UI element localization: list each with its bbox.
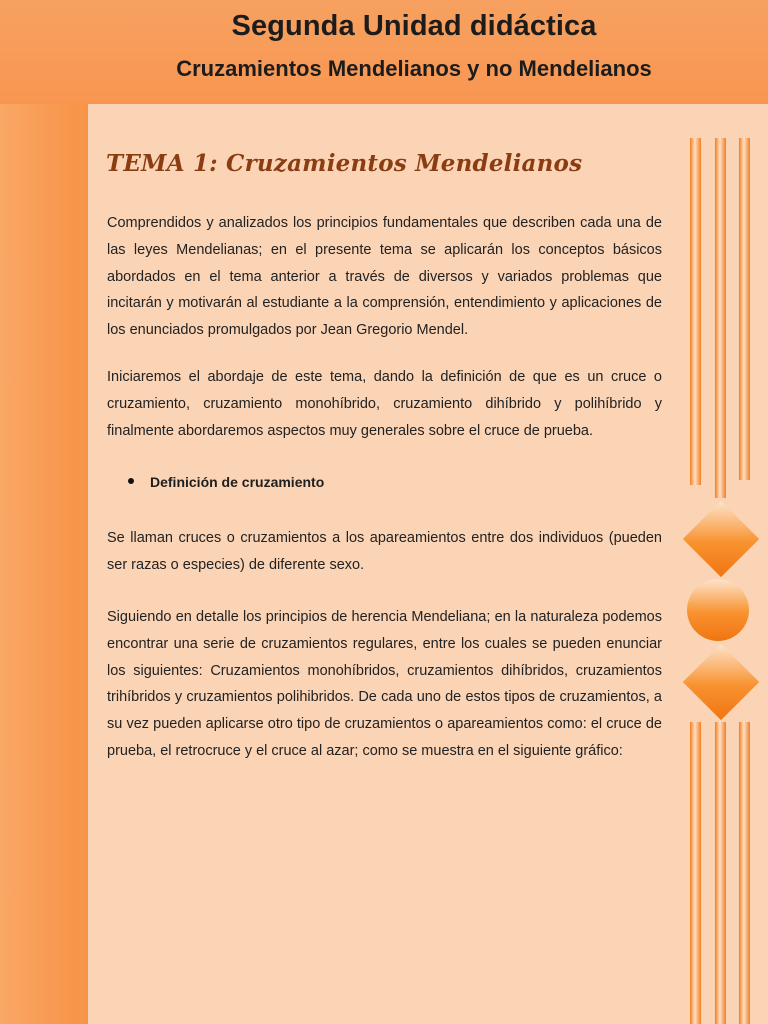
- abordaje-paragraph: Iniciaremos el abordaje de este tema, dando la definición de que es un cruce o cruzamiento, cruzamiento monohíbrido, cruzamiento dihíbrido y polihíbrido y finalmente abordaremos aspectos muy generales sobre el cruce de prueba.: [107, 369, 662, 439]
- decorative-stripe-bottom-middle: [715, 722, 726, 1024]
- tema-title: TEMA 1: Cruzamientos Mendelianos: [106, 150, 583, 177]
- decorative-stripe-top-left: [690, 138, 701, 485]
- bullet-dot-icon: [128, 478, 134, 484]
- decorative-circle: [687, 579, 749, 641]
- decorative-stripe-bottom-left: [690, 722, 701, 1024]
- decorative-stripe-bottom-right: [739, 722, 750, 1024]
- unit-subtitle: Cruzamientos Mendelianos y no Mendelianos: [176, 56, 652, 81]
- bullet-label: Definición de cruzamiento: [150, 474, 325, 490]
- decorative-stripe-top-middle: [715, 138, 726, 498]
- definicion-paragraph: Se llaman cruces o cruzamientos a los apareamientos entre dos individuos (pueden ser razas o especies) de diferente sexo.: [107, 530, 662, 573]
- intro-paragraph: Comprendidos y analizados los principios fundamentales que describen cada una de las leyes Mendelianas; en el presente tema se aplicarán los conceptos básicos abordados en el tema anterior a través de diversos y variados problemas que incitarán y motivarán al estudiante a la comprensión, entendimiento y aplicaciones de los enunciados promulgados por Jean Gregorio Mendel.: [107, 215, 662, 339]
- detalle-paragraph: Siguiendo en detalle los principios de herencia Mendeliana; en la naturaleza podemos encontrar una serie de cruzamientos regulares, entre los cuales se pueden enunciar los siguientes: Cruzamientos monohíbridos, cruzamientos dihíbridos, cruzamientos trihíbridos y cruzamientos polihibridos. De cada uno de estos tipos de cruzamientos, a su vez pueden aplicarse otro tipo de cruzamientos o apareamientos como: el cruce de prueba, el retrocruce y el cruce al azar; como se muestra en el siguiente gráfico:: [107, 609, 662, 759]
- left-decorative-band: [0, 0, 88, 1024]
- header-band: [0, 0, 768, 104]
- unit-title: Segunda Unidad didáctica: [231, 10, 597, 42]
- decorative-stripe-top-right: [739, 138, 750, 480]
- bullet-item: [128, 474, 324, 490]
